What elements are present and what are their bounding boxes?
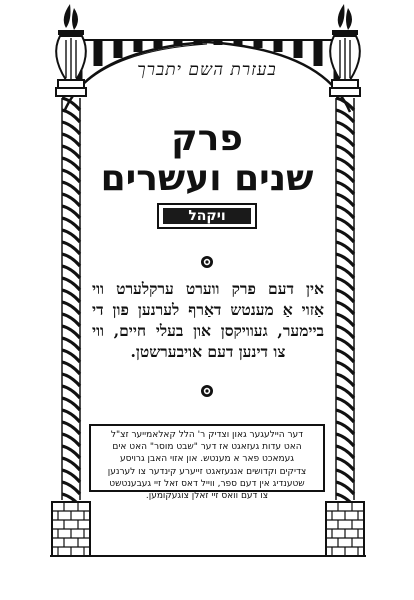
testimonial-text <box>97 429 317 502</box>
column-twist <box>336 446 354 458</box>
column-twist <box>62 422 80 434</box>
testimonial-line: האט עדות געזאגט אז דער "שבט מוסר" האט אים <box>112 442 302 453</box>
column-twist <box>336 398 354 410</box>
column-twist <box>62 350 80 362</box>
testimonial-line: צו דעם וואס זיי זאלן צוגעקומען. <box>145 491 269 502</box>
column-twist <box>336 254 354 266</box>
column-twist <box>336 362 354 374</box>
column-twist <box>62 446 80 458</box>
column-twist <box>336 314 354 326</box>
column-twist <box>62 374 80 386</box>
testimonial-line: צדיקים וקדושים אנגעזאגט זייערע קינדער צו לערנען <box>107 466 307 477</box>
column-twist <box>336 338 354 350</box>
column-twist <box>336 374 354 386</box>
column-twist <box>336 290 354 302</box>
torch-icon <box>56 4 86 96</box>
parsha-label: ויקהל <box>163 208 251 224</box>
testimonial-line: דער היילעגער גאון וצדיק ר' הלל קאלאמייער זצ"ל <box>110 430 304 440</box>
column-twist <box>62 314 80 326</box>
column-twist <box>62 218 80 230</box>
column-twist <box>336 410 354 422</box>
column-twist <box>336 434 354 446</box>
column-twist <box>62 386 80 398</box>
column-twist <box>62 230 80 242</box>
column-twist <box>62 254 80 266</box>
column-twist <box>336 278 354 290</box>
column-twist <box>62 278 80 290</box>
column-twist <box>62 482 80 494</box>
column-twist <box>62 410 80 422</box>
column-twist <box>62 290 80 302</box>
column-twist <box>336 242 354 254</box>
column-twist <box>62 326 80 338</box>
column-twist <box>336 206 354 218</box>
chapter-title: פרק <box>171 118 243 159</box>
testimonial-line: שטענדיג אין דעם ספר, ווייל דאס זאל זיי געבענטשט <box>109 478 305 489</box>
column-twist <box>336 326 354 338</box>
column-twist <box>62 434 80 446</box>
column-twist <box>336 482 354 494</box>
column-twist <box>62 338 80 350</box>
column-twist <box>62 362 80 374</box>
column-twist <box>336 230 354 242</box>
column-twist <box>62 398 80 410</box>
column-twist <box>336 470 354 482</box>
column-twist <box>62 458 80 470</box>
description-line: אין דעם פרק ווערט ערקלערט ווי <box>92 279 324 298</box>
column-twist <box>336 302 354 314</box>
brick-wall-icon <box>52 502 90 556</box>
column-twist <box>62 302 80 314</box>
column-twist <box>62 266 80 278</box>
parsha-badge <box>157 203 257 229</box>
torch-icon <box>330 4 360 96</box>
description-line: ביימער, געוויקסן און בעלי חיים, ווי <box>92 321 324 340</box>
description-line: אַזוי אַ מענטש דאַרף לערנען פון די <box>92 300 324 319</box>
brick-wall-icon <box>326 502 364 556</box>
column-twist <box>336 422 354 434</box>
column-twist <box>336 266 354 278</box>
chapter-description <box>92 278 324 362</box>
chapter-number: שנים ועשרים <box>100 158 314 199</box>
column-twist <box>336 386 354 398</box>
blessing-header: בעזרת השם יתברך <box>137 60 277 80</box>
testimonial-box <box>89 424 325 502</box>
column-twist <box>336 458 354 470</box>
description-line: צו דינען דעם אויבערשטן. <box>130 342 286 361</box>
column-twist <box>62 470 80 482</box>
rosette-icon <box>200 255 214 269</box>
testimonial-line: געמאכט פאר א מענטש. און אזוי האבן גרויסע <box>119 454 295 465</box>
column-twist <box>62 206 80 218</box>
column-twist <box>62 242 80 254</box>
rosette-icon <box>200 384 214 398</box>
column-twist <box>336 350 354 362</box>
column-twist <box>336 218 354 230</box>
